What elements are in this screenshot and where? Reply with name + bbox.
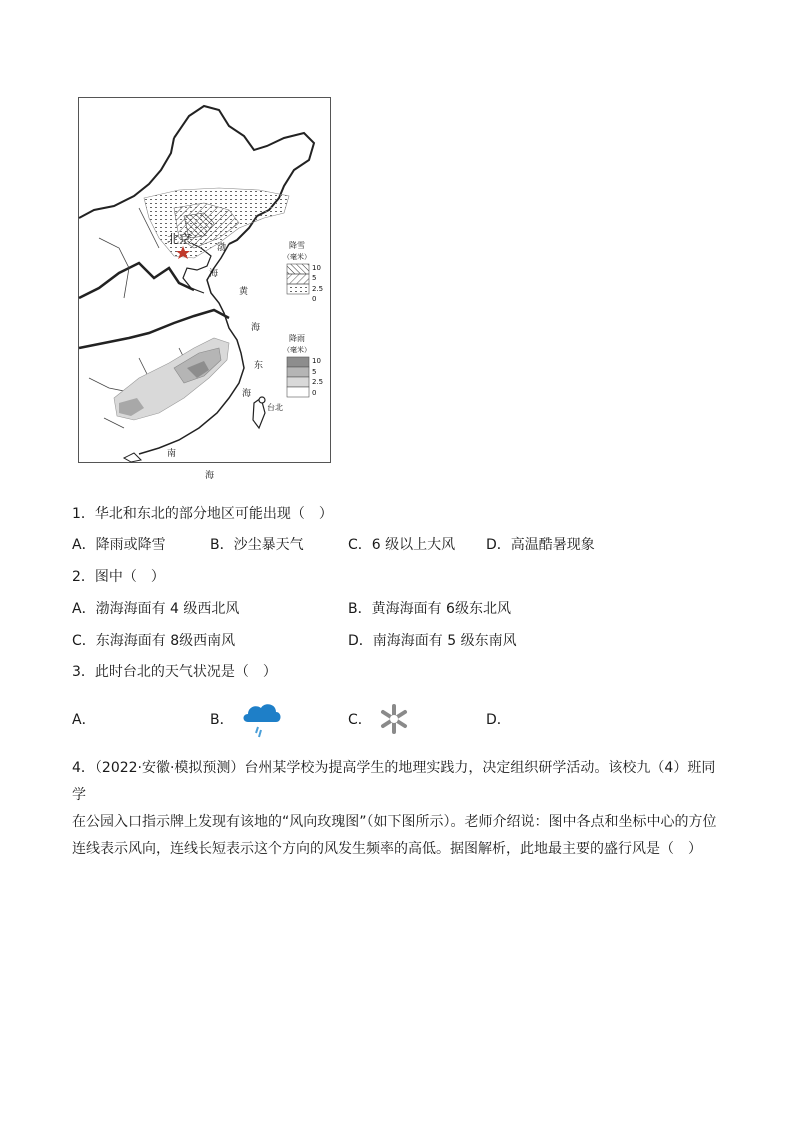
q3-option-a: A． [72,712,96,728]
snow-legend-unit: （毫米） [283,253,311,261]
sea-label-dong1: 东 [254,361,264,371]
sea-label-bo2: 海 [209,269,219,279]
rain-legend-level-1: 5 [312,368,317,376]
rain-cloud-icon [240,700,284,740]
q1-option-c: C．6 级以上大风 [348,537,456,553]
rain-legend-level-2: 2.5 [312,378,324,386]
q2-option-c: C．东海海面有 8级西南风 [72,633,236,649]
q1-option-d: D．高温酷暑现象 [486,537,595,553]
rain-legend-swatch-5 [287,367,309,377]
sea-label-huang2: 海 [251,323,261,333]
rain-legend-level-3: 0 [312,389,317,397]
q1-option-a: A．降雨或降雪 [72,537,166,553]
q3-option-b: B． [210,712,234,728]
q4-paragraph [72,755,722,863]
sea-label-bo1: 渤 [217,243,227,253]
snow-legend-swatch-2 [287,284,309,294]
q2-option-a: A．渤海海面有 4 级西北风 [72,601,240,617]
q4-line-1: 4．（2022·安徽·模拟预测）台州某学校为提高学生的地理实践力，决定组织研学活动。该校九（4）班同学 [72,760,716,803]
q1-stem: 1．华北和东北的部分地区可能出现（ ） [72,506,333,522]
snowflake-icon [378,703,410,735]
snow-legend-level-1: 5 [312,274,317,282]
taipei-label: 台北 [267,403,283,412]
weather-map-svg [79,98,330,481]
q3-stem: 3．此时台北的天气状况是（ ） [72,664,277,680]
hainan-island [124,453,141,462]
q2-option-b: B．黄海海面有 6级东北风 [348,601,511,617]
taipei-marker [259,397,265,403]
sea-label-huang1: 黄 [239,287,249,297]
sea-label-dong2: 海 [242,389,252,399]
beijing-label: 北京 [167,232,192,246]
snow-legend-swatch-10 [287,264,309,274]
q2-option-d: D．南海海面有 5 级东南风 [348,633,517,649]
q4-line-2: 在公园入口指示牌上发现有该地的“风向玫瑰图”（如下图所示）。老师介绍说：图中各点和坐标中心的方位 [72,814,717,830]
rain-legend-unit: （毫米） [283,346,311,354]
q3-option-d: D． [486,712,511,728]
snow-legend-title: 降雪 [289,241,305,250]
weather-map [78,97,331,481]
q4-line-3: 连线表示风向，连线长短表示这个方向的风发生频率的高低。据图解析，此地最主要的盛行风是（ ） [72,841,702,857]
rain-legend-title: 降雨 [289,334,305,343]
snow-legend-level-2: 2.5 [312,285,324,293]
rain-legend-level-0: 10 [312,357,321,365]
yellow-river [79,263,194,298]
q2-stem: 2．图中（ ） [72,569,165,585]
sea-label-nan2: 海 [205,471,215,481]
q3-option-c: C． [348,712,372,728]
snow-legend-level-3: 0 [312,295,317,303]
rain-legend-swatch-0 [287,387,309,397]
rain-legend-swatch-2 [287,377,309,387]
q1-option-b: B．沙尘暴天气 [210,537,304,553]
snow-legend-swatch-5 [287,274,309,284]
rain-legend-swatch-10 [287,357,309,367]
snow-legend-level-0: 10 [312,264,321,272]
sea-label-nan1: 南 [167,449,177,459]
